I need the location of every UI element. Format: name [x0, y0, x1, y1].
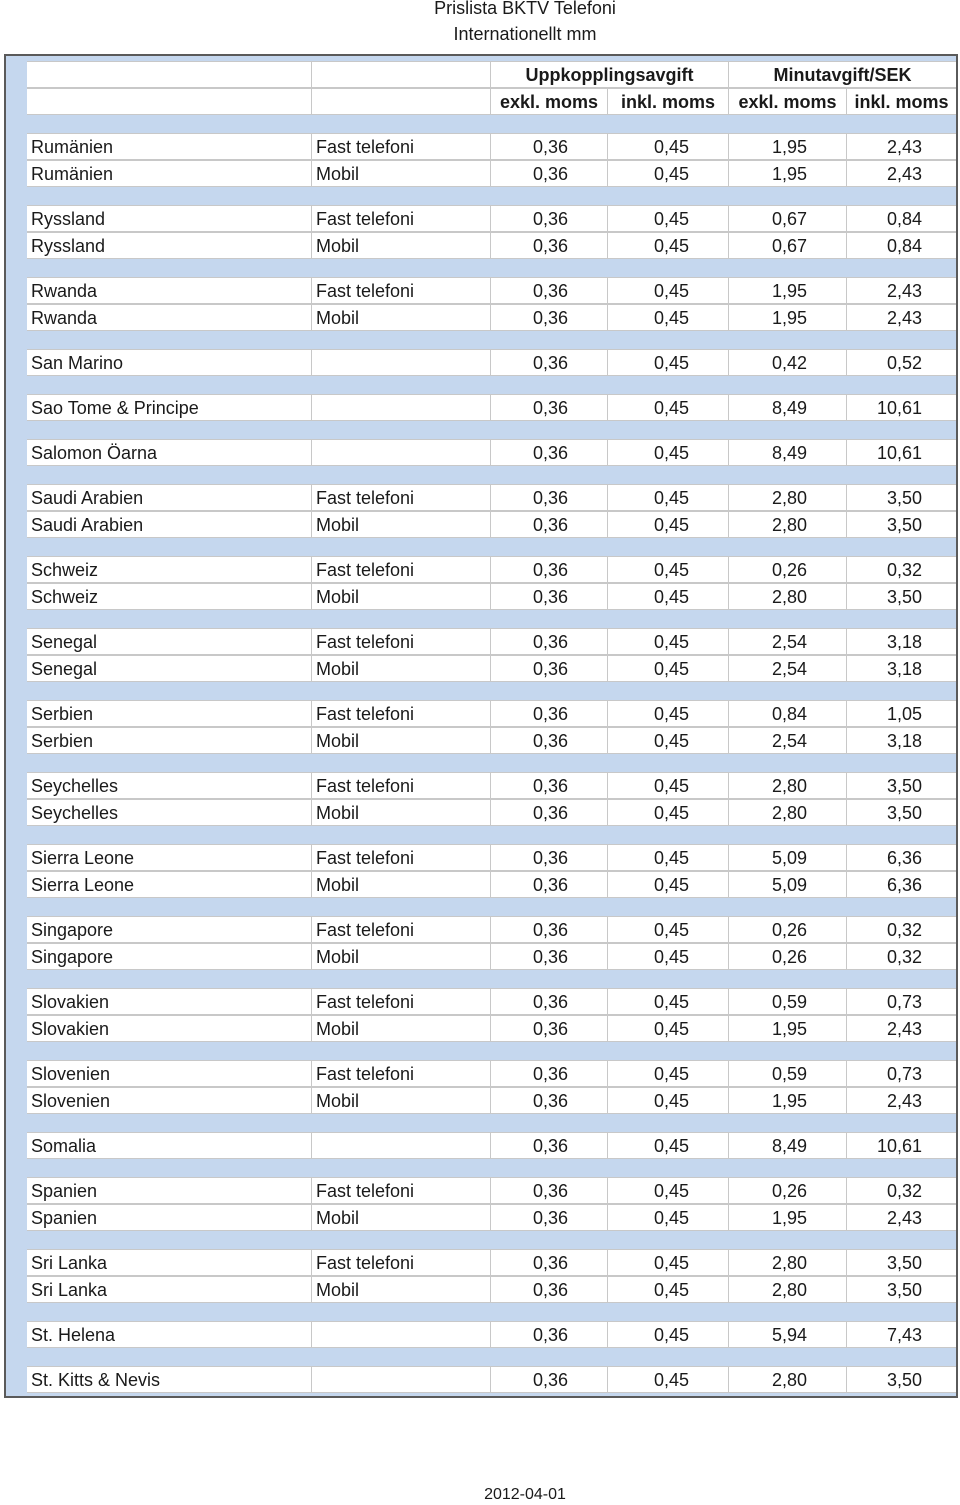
- conn-incl-vat-cell: 0,45: [607, 512, 728, 537]
- conn-excl-vat-cell: 0,36: [490, 134, 607, 159]
- conn-incl-vat-cell: 0,45: [607, 1277, 728, 1302]
- table-row: [27, 916, 956, 943]
- table-row: [27, 1132, 956, 1159]
- type-cell: Fast telefoni: [311, 989, 490, 1014]
- group-separator: [27, 538, 956, 556]
- conn-excl-vat-cell: 0,36: [490, 872, 607, 897]
- type-cell: Mobil: [311, 305, 490, 330]
- min-incl-vat-cell: 0,32: [846, 557, 956, 582]
- conn-excl-vat-cell: 0,36: [490, 305, 607, 330]
- conn-excl-vat-cell: 0,36: [490, 944, 607, 969]
- min-excl-vat-cell: 8,49: [728, 1133, 846, 1158]
- min-excl-vat-cell: 2,54: [728, 629, 846, 654]
- type-cell: Mobil: [311, 800, 490, 825]
- country-cell: St. Helena: [31, 1325, 116, 1345]
- type-cell: Fast telefoni: [311, 701, 490, 726]
- type-cell: Fast telefoni: [311, 278, 490, 303]
- min-excl-vat-cell: 1,95: [728, 134, 846, 159]
- table-row: [27, 1249, 956, 1276]
- table-row: [27, 772, 956, 799]
- country-cell: Spanien: [31, 1181, 98, 1201]
- table-row: [27, 133, 956, 160]
- table-row: [27, 511, 956, 538]
- conn-excl-vat-cell: 0,36: [490, 701, 607, 726]
- country-cell: Senegal: [31, 632, 98, 652]
- country-cell: Salomon Öarna: [31, 443, 158, 463]
- conn-excl-vat-cell: 0,36: [490, 557, 607, 582]
- country-cell: Schweiz: [31, 560, 99, 580]
- min-incl-vat-cell: 3,50: [846, 800, 956, 825]
- country-cell: San Marino: [31, 353, 124, 373]
- min-excl-vat-cell: 0,42: [728, 350, 846, 375]
- conn-excl-vat-cell: 0,36: [490, 1322, 607, 1347]
- conn-excl-vat-cell: 0,36: [490, 1277, 607, 1302]
- conn-excl-vat-cell: 0,36: [490, 1016, 607, 1041]
- min-incl-vat-cell: 0,32: [846, 944, 956, 969]
- type-cell: Mobil: [311, 872, 490, 897]
- group-separator: [27, 1231, 956, 1249]
- conn-excl-vat-cell: 0,36: [490, 773, 607, 798]
- header-conn-excl-vat: exkl. moms: [490, 89, 607, 114]
- header-group-row: [27, 61, 956, 88]
- country-cell: Slovenien: [31, 1091, 111, 1111]
- table-row: [27, 556, 956, 583]
- min-excl-vat-cell: 2,80: [728, 584, 846, 609]
- min-incl-vat-cell: 2,43: [846, 278, 956, 303]
- conn-excl-vat-cell: 0,36: [490, 629, 607, 654]
- type-cell: [311, 1322, 490, 1347]
- group-separator: [27, 1114, 956, 1132]
- table-row: [27, 1276, 956, 1303]
- type-cell: Fast telefoni: [311, 1061, 490, 1086]
- table-row: [27, 394, 956, 421]
- conn-excl-vat-cell: 0,36: [490, 1250, 607, 1275]
- conn-incl-vat-cell: 0,45: [607, 989, 728, 1014]
- table-row: [27, 439, 956, 466]
- min-excl-vat-cell: 0,84: [728, 701, 846, 726]
- table-row: [27, 628, 956, 655]
- table-row: [27, 349, 956, 376]
- min-excl-vat-cell: 1,95: [728, 278, 846, 303]
- conn-excl-vat-cell: 0,36: [490, 1367, 607, 1392]
- group-separator: [27, 1042, 956, 1060]
- group-separator: [27, 1348, 956, 1366]
- type-cell: Fast telefoni: [311, 206, 490, 231]
- min-incl-vat-cell: 0,32: [846, 917, 956, 942]
- group-separator: [27, 466, 956, 484]
- min-incl-vat-cell: 3,18: [846, 728, 956, 753]
- group-separator: [27, 376, 956, 394]
- min-incl-vat-cell: 0,84: [846, 206, 956, 231]
- table-row: [27, 1087, 956, 1114]
- conn-excl-vat-cell: 0,36: [490, 440, 607, 465]
- min-incl-vat-cell: 3,50: [846, 584, 956, 609]
- page-title: Prislista BKTV Telefoni: [434, 0, 616, 18]
- country-cell: Sierra Leone: [31, 875, 135, 895]
- table-row: [27, 1204, 956, 1231]
- country-cell: Rwanda: [31, 308, 98, 328]
- country-cell: Slovakien: [31, 992, 110, 1012]
- type-cell: Mobil: [311, 584, 490, 609]
- type-cell: Fast telefoni: [311, 773, 490, 798]
- group-separator: [27, 970, 956, 988]
- conn-incl-vat-cell: 0,45: [607, 728, 728, 753]
- conn-incl-vat-cell: 0,45: [607, 1322, 728, 1347]
- min-excl-vat-cell: 0,59: [728, 989, 846, 1014]
- conn-incl-vat-cell: 0,45: [607, 1250, 728, 1275]
- min-incl-vat-cell: 3,50: [846, 485, 956, 510]
- header-empty-type: [311, 62, 490, 87]
- table-row: [27, 484, 956, 511]
- type-cell: Fast telefoni: [311, 1178, 490, 1203]
- conn-excl-vat-cell: 0,36: [490, 512, 607, 537]
- min-excl-vat-cell: 0,67: [728, 233, 846, 258]
- min-excl-vat-cell: 0,26: [728, 944, 846, 969]
- min-excl-vat-cell: 1,95: [728, 161, 846, 186]
- conn-incl-vat-cell: 0,45: [607, 1367, 728, 1392]
- group-separator: [27, 682, 956, 700]
- header-min-incl-vat: inkl. moms: [846, 89, 956, 114]
- table-row: [27, 727, 956, 754]
- conn-incl-vat-cell: 0,45: [607, 395, 728, 420]
- table-row: [27, 304, 956, 331]
- conn-incl-vat-cell: 0,45: [607, 656, 728, 681]
- min-excl-vat-cell: 0,26: [728, 917, 846, 942]
- type-cell: Mobil: [311, 1205, 490, 1230]
- table-row: [27, 844, 956, 871]
- conn-incl-vat-cell: 0,45: [607, 1088, 728, 1113]
- conn-incl-vat-cell: 0,45: [607, 161, 728, 186]
- conn-excl-vat-cell: 0,36: [490, 584, 607, 609]
- table-row: [27, 160, 956, 187]
- country-cell: Ryssland: [31, 236, 106, 256]
- group-separator: [27, 610, 956, 628]
- table-row: [27, 700, 956, 727]
- min-excl-vat-cell: 2,80: [728, 1277, 846, 1302]
- conn-excl-vat-cell: 0,36: [490, 161, 607, 186]
- min-incl-vat-cell: 10,61: [846, 1133, 956, 1158]
- min-incl-vat-cell: 3,50: [846, 1277, 956, 1302]
- type-cell: Fast telefoni: [311, 629, 490, 654]
- conn-excl-vat-cell: 0,36: [490, 1178, 607, 1203]
- header-column-row: [27, 88, 956, 115]
- table-row: [27, 799, 956, 826]
- min-excl-vat-cell: 2,80: [728, 1367, 846, 1392]
- table-row: [27, 943, 956, 970]
- min-incl-vat-cell: 2,43: [846, 305, 956, 330]
- country-cell: Seychelles: [31, 803, 119, 823]
- conn-incl-vat-cell: 0,45: [607, 278, 728, 303]
- country-cell: Rumänien: [31, 137, 114, 157]
- min-incl-vat-cell: 2,43: [846, 1016, 956, 1041]
- header-min-excl-vat: exkl. moms: [728, 89, 846, 114]
- min-excl-vat-cell: 5,09: [728, 845, 846, 870]
- min-incl-vat-cell: 0,73: [846, 1061, 956, 1086]
- min-excl-vat-cell: 2,80: [728, 800, 846, 825]
- conn-incl-vat-cell: 0,45: [607, 485, 728, 510]
- conn-incl-vat-cell: 0,45: [607, 800, 728, 825]
- conn-excl-vat-cell: 0,36: [490, 233, 607, 258]
- table-row: [27, 1321, 956, 1348]
- conn-incl-vat-cell: 0,45: [607, 1061, 728, 1086]
- footer-date: 2012-04-01: [484, 1486, 566, 1503]
- conn-excl-vat-cell: 0,36: [490, 278, 607, 303]
- conn-incl-vat-cell: 0,45: [607, 845, 728, 870]
- min-excl-vat-cell: 8,49: [728, 395, 846, 420]
- group-separator: [27, 421, 956, 439]
- min-incl-vat-cell: 6,36: [846, 845, 956, 870]
- conn-incl-vat-cell: 0,45: [607, 1133, 728, 1158]
- min-excl-vat-cell: 2,54: [728, 728, 846, 753]
- conn-excl-vat-cell: 0,36: [490, 728, 607, 753]
- conn-excl-vat-cell: 0,36: [490, 845, 607, 870]
- price-table-frame: [4, 54, 958, 1398]
- conn-excl-vat-cell: 0,36: [490, 206, 607, 231]
- country-cell: Schweiz: [31, 587, 99, 607]
- conn-incl-vat-cell: 0,45: [607, 1178, 728, 1203]
- table-row: [27, 1177, 956, 1204]
- min-incl-vat-cell: 3,18: [846, 629, 956, 654]
- type-cell: [311, 1133, 490, 1158]
- country-cell: Ryssland: [31, 209, 106, 229]
- conn-incl-vat-cell: 0,45: [607, 629, 728, 654]
- min-excl-vat-cell: 2,80: [728, 1250, 846, 1275]
- header-empty-country: [27, 89, 311, 114]
- min-incl-vat-cell: 2,43: [846, 161, 956, 186]
- table-row: [27, 1060, 956, 1087]
- country-cell: Sri Lanka: [31, 1253, 108, 1273]
- type-cell: [311, 440, 490, 465]
- conn-excl-vat-cell: 0,36: [490, 800, 607, 825]
- country-cell: Sao Tome & Principe: [31, 398, 199, 418]
- min-incl-vat-cell: 2,43: [846, 1205, 956, 1230]
- group-separator: [27, 1303, 956, 1321]
- conn-incl-vat-cell: 0,45: [607, 1016, 728, 1041]
- min-excl-vat-cell: 1,95: [728, 305, 846, 330]
- min-excl-vat-cell: 0,26: [728, 1178, 846, 1203]
- min-incl-vat-cell: 0,73: [846, 989, 956, 1014]
- header-conn-incl-vat: inkl. moms: [607, 89, 728, 114]
- conn-excl-vat-cell: 0,36: [490, 485, 607, 510]
- price-table: [27, 61, 956, 1393]
- type-cell: Fast telefoni: [311, 917, 490, 942]
- type-cell: Mobil: [311, 656, 490, 681]
- min-excl-vat-cell: 1,95: [728, 1205, 846, 1230]
- country-cell: Saudi Arabien: [31, 488, 144, 508]
- type-cell: Fast telefoni: [311, 134, 490, 159]
- min-excl-vat-cell: 5,09: [728, 872, 846, 897]
- type-cell: Mobil: [311, 1088, 490, 1113]
- min-incl-vat-cell: 1,05: [846, 701, 956, 726]
- min-incl-vat-cell: 3,50: [846, 512, 956, 537]
- min-excl-vat-cell: 2,80: [728, 485, 846, 510]
- conn-excl-vat-cell: 0,36: [490, 656, 607, 681]
- type-cell: Fast telefoni: [311, 485, 490, 510]
- table-row: [27, 655, 956, 682]
- header-minute-fee: Minutavgift/SEK: [728, 62, 956, 87]
- min-incl-vat-cell: 3,50: [846, 1250, 956, 1275]
- min-incl-vat-cell: 3,50: [846, 773, 956, 798]
- type-cell: [311, 395, 490, 420]
- conn-incl-vat-cell: 0,45: [607, 1205, 728, 1230]
- country-cell: Somalia: [31, 1136, 97, 1156]
- min-incl-vat-cell: 10,61: [846, 440, 956, 465]
- type-cell: [311, 350, 490, 375]
- country-cell: Senegal: [31, 659, 98, 679]
- conn-incl-vat-cell: 0,45: [607, 944, 728, 969]
- country-cell: Rwanda: [31, 281, 98, 301]
- group-separator: [27, 826, 956, 844]
- conn-excl-vat-cell: 0,36: [490, 1205, 607, 1230]
- conn-excl-vat-cell: 0,36: [490, 395, 607, 420]
- conn-excl-vat-cell: 0,36: [490, 1088, 607, 1113]
- type-cell: Mobil: [311, 728, 490, 753]
- country-cell: Serbien: [31, 731, 94, 751]
- min-incl-vat-cell: 10,61: [846, 395, 956, 420]
- conn-incl-vat-cell: 0,45: [607, 305, 728, 330]
- header-empty-type: [311, 89, 490, 114]
- min-excl-vat-cell: 2,80: [728, 773, 846, 798]
- conn-incl-vat-cell: 0,45: [607, 872, 728, 897]
- conn-incl-vat-cell: 0,45: [607, 206, 728, 231]
- country-cell: Slovakien: [31, 1019, 110, 1039]
- type-cell: Mobil: [311, 944, 490, 969]
- min-incl-vat-cell: 0,84: [846, 233, 956, 258]
- group-separator: [27, 898, 956, 916]
- country-cell: Slovenien: [31, 1064, 111, 1084]
- conn-excl-vat-cell: 0,36: [490, 350, 607, 375]
- type-cell: Mobil: [311, 1277, 490, 1302]
- group-separator: [27, 754, 956, 772]
- min-incl-vat-cell: 3,50: [846, 1367, 956, 1392]
- conn-incl-vat-cell: 0,45: [607, 134, 728, 159]
- min-excl-vat-cell: 0,59: [728, 1061, 846, 1086]
- table-row: [27, 232, 956, 259]
- min-incl-vat-cell: 7,43: [846, 1322, 956, 1347]
- country-cell: Seychelles: [31, 776, 119, 796]
- conn-incl-vat-cell: 0,45: [607, 773, 728, 798]
- conn-excl-vat-cell: 0,36: [490, 917, 607, 942]
- type-cell: Mobil: [311, 233, 490, 258]
- group-separator: [27, 331, 956, 349]
- conn-incl-vat-cell: 0,45: [607, 557, 728, 582]
- table-row: [27, 1366, 956, 1393]
- type-cell: Fast telefoni: [311, 1250, 490, 1275]
- min-excl-vat-cell: 8,49: [728, 440, 846, 465]
- country-cell: St. Kitts & Nevis: [31, 1370, 161, 1390]
- group-separator: [27, 1159, 956, 1177]
- header-connection-fee: Uppkopplingsavgift: [490, 62, 728, 87]
- min-incl-vat-cell: 2,43: [846, 134, 956, 159]
- type-cell: Mobil: [311, 512, 490, 537]
- table-row: [27, 871, 956, 898]
- type-cell: Mobil: [311, 161, 490, 186]
- min-incl-vat-cell: 3,18: [846, 656, 956, 681]
- min-excl-vat-cell: 0,67: [728, 206, 846, 231]
- group-separator: [27, 115, 956, 133]
- conn-excl-vat-cell: 0,36: [490, 1133, 607, 1158]
- table-row: [27, 583, 956, 610]
- conn-excl-vat-cell: 0,36: [490, 989, 607, 1014]
- conn-incl-vat-cell: 0,45: [607, 584, 728, 609]
- conn-incl-vat-cell: 0,45: [607, 701, 728, 726]
- type-cell: [311, 1367, 490, 1392]
- conn-incl-vat-cell: 0,45: [607, 440, 728, 465]
- min-excl-vat-cell: 2,54: [728, 656, 846, 681]
- min-excl-vat-cell: 5,94: [728, 1322, 846, 1347]
- type-cell: Mobil: [311, 1016, 490, 1041]
- type-cell: Fast telefoni: [311, 845, 490, 870]
- country-cell: Singapore: [31, 947, 114, 967]
- conn-incl-vat-cell: 0,45: [607, 350, 728, 375]
- table-row: [27, 1015, 956, 1042]
- type-cell: Fast telefoni: [311, 557, 490, 582]
- header-empty-country: [27, 62, 311, 87]
- country-cell: Spanien: [31, 1208, 98, 1228]
- country-cell: Saudi Arabien: [31, 515, 144, 535]
- group-separator: [27, 259, 956, 277]
- min-excl-vat-cell: 1,95: [728, 1088, 846, 1113]
- table-row: [27, 205, 956, 232]
- min-excl-vat-cell: 1,95: [728, 1016, 846, 1041]
- min-excl-vat-cell: 0,26: [728, 557, 846, 582]
- page-subtitle: Internationellt mm: [453, 24, 597, 44]
- min-incl-vat-cell: 2,43: [846, 1088, 956, 1113]
- min-incl-vat-cell: 0,32: [846, 1178, 956, 1203]
- country-cell: Singapore: [31, 920, 114, 940]
- country-cell: Sierra Leone: [31, 848, 135, 868]
- table-row: [27, 988, 956, 1015]
- min-incl-vat-cell: 6,36: [846, 872, 956, 897]
- conn-excl-vat-cell: 0,36: [490, 1061, 607, 1086]
- country-cell: Rumänien: [31, 164, 114, 184]
- table-row: [27, 277, 956, 304]
- conn-incl-vat-cell: 0,45: [607, 917, 728, 942]
- min-excl-vat-cell: 2,80: [728, 512, 846, 537]
- country-cell: Serbien: [31, 704, 94, 724]
- min-incl-vat-cell: 0,52: [846, 350, 956, 375]
- group-separator: [27, 187, 956, 205]
- country-cell: Sri Lanka: [31, 1280, 108, 1300]
- conn-incl-vat-cell: 0,45: [607, 233, 728, 258]
